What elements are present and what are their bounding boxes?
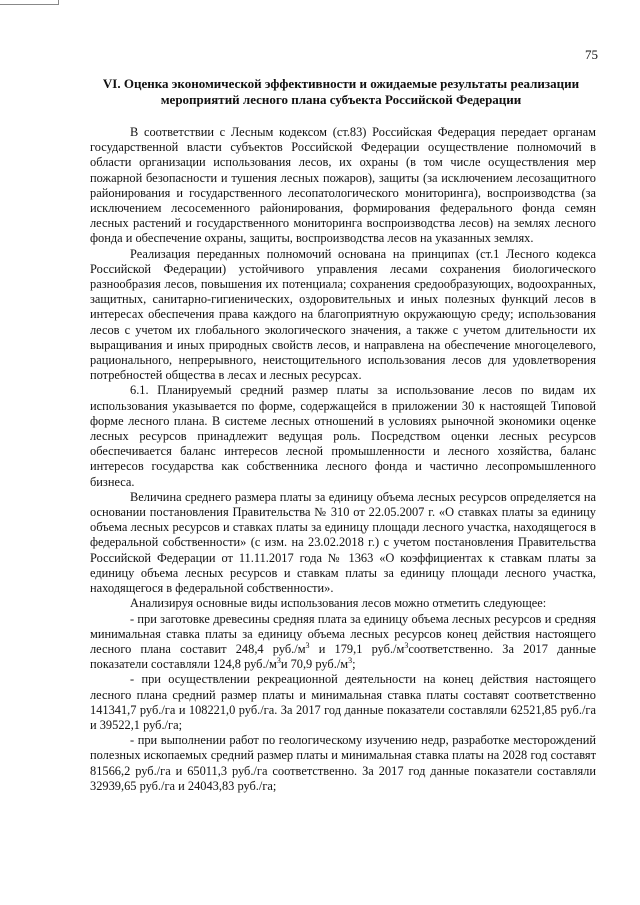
unit-superscript: 3: [305, 640, 310, 650]
paragraph-analysis-intro: Анализируя основные виды использования лесов можно отметить следующее:: [130, 596, 547, 611]
list-item-geology: - при выполнении работ по геологическому изучению недр, разработке месторождений полезных ископаемых средний размер платы и минимальная ставка платы на 2028 год составят 81566,2 руб./га и 65011,3 руб./га соответственно. За 2017 год данные показатели составляли 32939,65 руб./га и 24043,83 руб./га;: [90, 733, 596, 793]
wood-text-a: - при заготовке древесины средняя плата за единицу объема лесных ресурсов и средняя минимальная ставка платы за единицу объема лесных ресурсов конец действия настоящего лесного плана составит 248,4 руб./м: [90, 611, 596, 656]
scan-edge-mark: [0, 0, 59, 5]
heading-line-1: VI. Оценка экономической эффективности и ожидаемые результаты реализации: [102, 76, 580, 91]
section-heading: [90, 76, 592, 108]
wood-text-c: соответственно. За 2017 данные показатели составляли 124,8 руб./м: [90, 641, 596, 672]
paragraph-fee-basis: Величина среднего размера платы за единицу объема лесных ресурсов определяется на основании постановления Правительства № 310 от 22.05.2007 г. «О ставках платы за единицу объема лесных ресурсов и ставках платы за единицу площади лесного участка, находящегося в федеральной собственности» (с изм. на 23.02.2018 г.) с учетом постановления Правительства Российской Федерации от 11.11.2017 года № 1363 «О коэффициентах к ставкам платы за единицу объема лесных ресурсов и ставкам платы за единицу площади лесного участка, находящегося в федеральной собственности».: [90, 489, 596, 596]
wood-text-e: ;: [352, 657, 356, 672]
document-body: [90, 125, 596, 794]
paragraph-average-fee: 6.1. Планируемый средний размер платы за использование лесов по видам их использования указывается по форме, содержащейся в приложении 30 к настоящей Типовой форме лесного плана. В системе лесных отношений в условиях рыночной экономики оценке лесных ресурсов принадлежит ведущая роль. Посредством оценки лесных ресурсов обеспечивается баланс интересов лесной промышленности и лесного хозяйства, баланс интересов государства как собственника лесного фонда и частично лесопромышленного бизнеса.: [90, 383, 596, 489]
list-item-recreation: - при осуществлении рекреационной деятельности на конец действия настоящего лесного плана средний размер платы и минимальная ставка платы составят соответственно 141341,7 руб./га и 108221,0 руб./га. За 2017 год данные показатели составляли 62521,85 руб./га и 39522,1 руб./га;: [90, 672, 596, 732]
heading-line-2: мероприятий лесного плана субъекта Российской Федерации: [160, 92, 522, 107]
paragraph-principles: Реализация переданных полномочий основана на принципах (ст.1 Лесного кодекса Российской Федерации) устойчивого управления лесами сохранения биологического разнообразия лесов, повышения их потенциала; сохранения средообразующих, водоохранных, защитных, санитарно-гигиенических, оздоровительных и иных полезных функций лесов в интересах обеспечения права каждого на благоприятную окружающую среду; использования лесов с учетом их глобального экологического значения, а также с учетом длительности их выращивания и иных природных свойств лесов, и направлена на обеспечение многоцелевого, рационального, непрерывного, неистощительного использования лесов для удовлетворения потребностей общества в лесах и лесных ресурсах.: [90, 246, 596, 383]
wood-text-d: и 70,9 руб./м: [280, 657, 349, 672]
list-item-wood-harvesting: [90, 612, 596, 673]
page-number: 75: [585, 47, 598, 62]
unit-superscript: 3: [348, 655, 353, 665]
paragraph-forest-code: В соответствии с Лесным кодексом (ст.83) Российская Федерация передает органам государственной власти субъектов Российской Федерации осуществление полномочий в области организации использования лесов, их охраны (в том числе осуществления мер пожарной безопасности и тушения лесных пожаров), защиты (за исключением лесозащитного районирования и государственного лесопатологического мониторинга), воспроизводства (за исключением лесосеменного районирования, формирования федерального фонда семян лесных растений и государственного мониторинга воспроизводства лесов) на землях лесного фонда и обеспечение охраны, защиты, воспроизводства лесов на указанных землях.: [90, 125, 596, 246]
unit-superscript: 3: [276, 655, 281, 665]
unit-superscript: 3: [404, 640, 409, 650]
wood-text-b: и 179,1 руб./м: [309, 641, 405, 656]
